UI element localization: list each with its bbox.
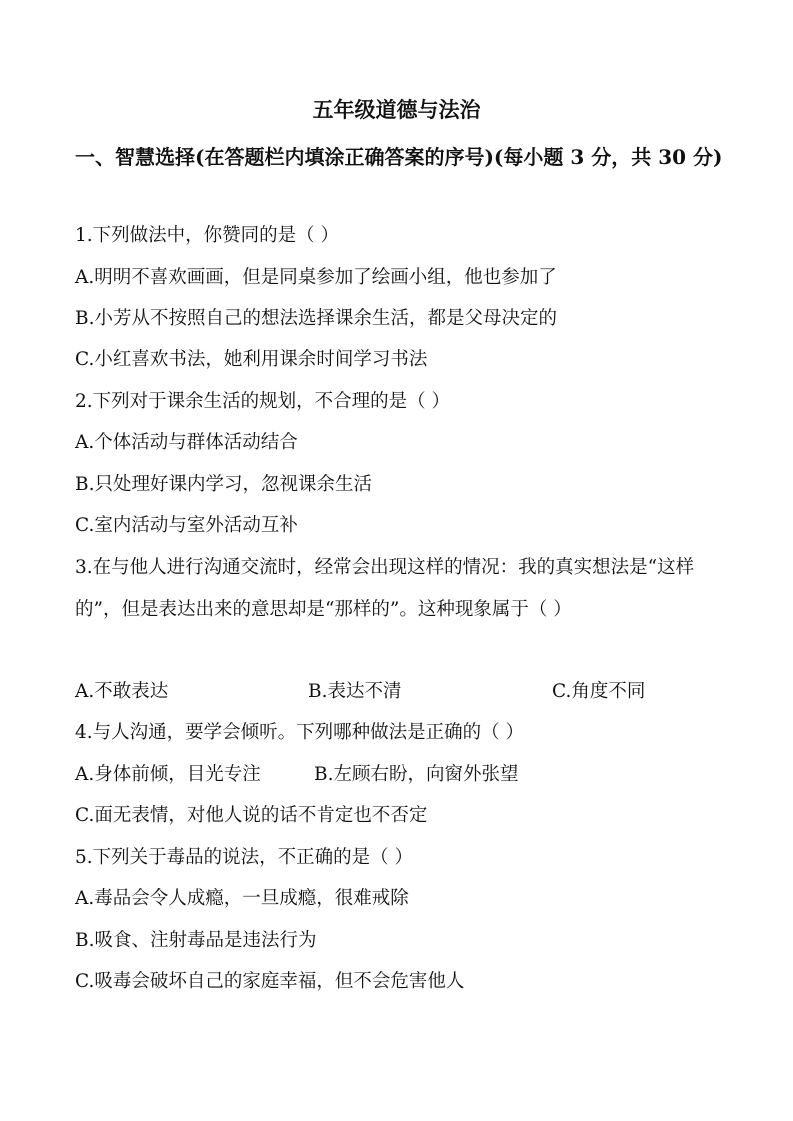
question-3-option-a: A.不敢表达 <box>75 681 169 702</box>
question-3-option-c: C.角度不同 <box>552 681 646 702</box>
question-5-option-b: B.吸食、注射毒品是违法行为 <box>75 930 317 951</box>
question-2-option-a: A.个体活动与群体活动结合 <box>75 432 298 453</box>
question-4-option-a: A.身体前倾，目光专注 <box>75 764 261 785</box>
section-heading: 一、智慧选择(在答题栏内填涂正确答案的序号)(每小题 3 分，共 30 分) <box>75 145 723 169</box>
question-1-option-c: C.小红喜欢书法，她利用课余时间学习书法 <box>75 349 428 370</box>
question-3-option-b: B.表达不清 <box>308 681 402 702</box>
question-3-stem: 3.在与他人进行沟通交流时，经常会出现这样的情况：我的真实想法是“这样的”，但是表达出来的意思却是“那样的”。这种现象属于（ ） <box>75 557 695 620</box>
page-title: 五年级道德与法治 <box>312 97 481 122</box>
question-4-stem: 4.与人沟通，要学会倾听。下列哪种做法是正确的（ ） <box>75 722 525 743</box>
question-1-stem: 1.下列做法中，你赞同的是（ ） <box>75 225 340 246</box>
question-4-option-b: B.左顾右盼，向窗外张望 <box>314 764 519 785</box>
question-1-option-a: A.明明不喜欢画画，但是同桌参加了绘画小组，他也参加了 <box>75 267 557 288</box>
question-5-stem: 5.下列关于毒品的说法，不正确的是（ ） <box>75 847 414 868</box>
question-2-option-c: C.室内活动与室外活动互补 <box>75 515 298 536</box>
question-2-option-b: B.只处理好课内学习，忽视课余生活 <box>75 474 372 495</box>
question-1-option-b: B.小芳从不按照自己的想法选择课余生活，都是父母决定的 <box>75 308 557 329</box>
question-5-option-c: C.吸毒会破坏自己的家庭幸福，但不会危害他人 <box>75 971 465 992</box>
question-2-stem: 2.下列对于课余生活的规划，不合理的是（ ） <box>75 391 451 412</box>
question-5-option-a: A.毒品会令人成瘾，一旦成瘾，很难戒除 <box>75 888 409 909</box>
question-4-option-c: C.面无表情，对他人说的话不肯定也不否定 <box>75 805 428 826</box>
